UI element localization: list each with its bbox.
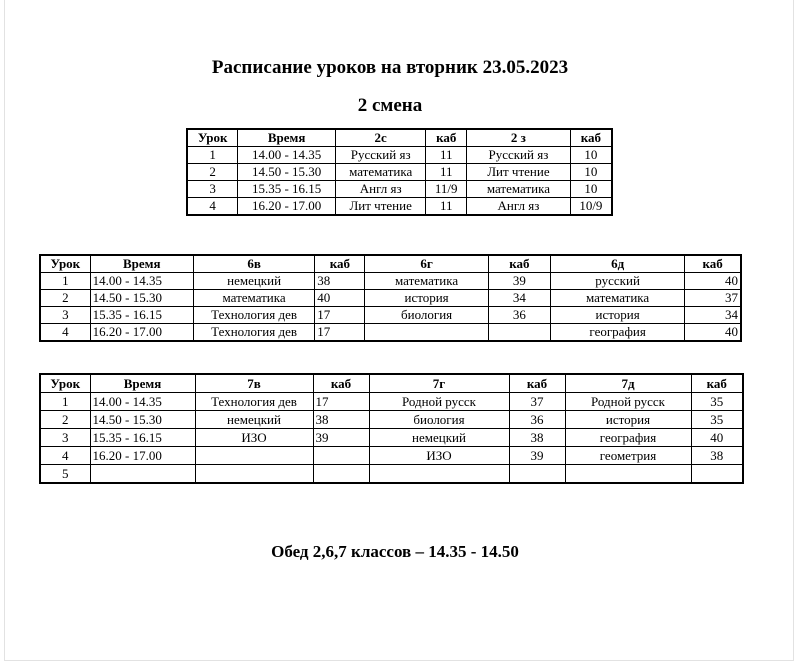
- header-cell: 6в: [193, 255, 314, 273]
- table-cell: 3: [40, 429, 90, 447]
- table-cell: Русский яз: [335, 147, 425, 164]
- table-cell: Технология дев: [193, 307, 314, 324]
- header-cell: каб: [313, 374, 369, 393]
- table-row: [40, 411, 743, 429]
- table-cell: 11: [426, 164, 467, 181]
- table-cell: 11/9: [426, 181, 467, 198]
- table-cell: 17: [315, 324, 365, 342]
- table-header-row: [187, 129, 612, 147]
- header-cell: каб: [509, 374, 565, 393]
- table-cell: 11: [426, 147, 467, 164]
- table-cell: 10: [570, 164, 612, 181]
- table-header-row: [40, 255, 741, 273]
- header-cell: 2с: [335, 129, 425, 147]
- header-cell: 7в: [195, 374, 313, 393]
- header-cell: 6д: [550, 255, 684, 273]
- table-cell: [365, 324, 488, 342]
- table-cell: 34: [488, 290, 550, 307]
- table-cell: география: [550, 324, 684, 342]
- header-cell: каб: [685, 255, 741, 273]
- table-cell: 35: [691, 393, 743, 411]
- table-row: [40, 307, 741, 324]
- header-cell: Урок: [40, 374, 90, 393]
- table-cell: немецкий: [195, 411, 313, 429]
- table-cell: 40: [685, 324, 741, 342]
- table-cell: 14.00 - 14.35: [238, 147, 336, 164]
- header-cell: каб: [488, 255, 550, 273]
- table-cell: геометрия: [565, 447, 691, 465]
- table-cell: ИЗО: [195, 429, 313, 447]
- table-cell: 10/9: [570, 198, 612, 216]
- table-cell: Русский яз: [467, 147, 571, 164]
- table-cell: математика: [550, 290, 684, 307]
- table-cell: математика: [335, 164, 425, 181]
- table-cell: Технология дев: [195, 393, 313, 411]
- header-cell: 7г: [369, 374, 509, 393]
- table-cell: история: [365, 290, 488, 307]
- table-row: [40, 447, 743, 465]
- table-cell: [195, 447, 313, 465]
- header-cell: каб: [570, 129, 612, 147]
- table-cell: 40: [685, 273, 741, 290]
- table-cell: 14.50 - 15.30: [90, 290, 193, 307]
- page-title: Расписание уроков на вторник 23.05.2023: [211, 57, 569, 78]
- table-cell: география: [565, 429, 691, 447]
- header-cell: Время: [238, 129, 336, 147]
- table-cell: ИЗО: [369, 447, 509, 465]
- table-cell: 4: [187, 198, 238, 216]
- header-cell: 2 з: [467, 129, 571, 147]
- table-cell: математика: [193, 290, 314, 307]
- table-cell: 38: [315, 273, 365, 290]
- table-cell: математика: [365, 273, 488, 290]
- table-cell: Технология дев: [193, 324, 314, 342]
- table-cell: 11: [426, 198, 467, 216]
- table-cell: русский: [550, 273, 684, 290]
- header-cell: Урок: [40, 255, 90, 273]
- table-cell: 1: [40, 273, 90, 290]
- table-row: [40, 273, 741, 290]
- table-cell: 17: [313, 393, 369, 411]
- header-cell: каб: [426, 129, 467, 147]
- table-row: [187, 164, 612, 181]
- table-row: [40, 290, 741, 307]
- table-cell: [509, 465, 565, 484]
- table-cell: [369, 465, 509, 484]
- table-row: [187, 147, 612, 164]
- table-cell: [313, 465, 369, 484]
- table-row: [40, 393, 743, 411]
- table-row: [40, 324, 741, 342]
- table-cell: 16.20 - 17.00: [238, 198, 336, 216]
- table-cell: 34: [685, 307, 741, 324]
- table-cell: [90, 465, 195, 484]
- table-cell: Англ яз: [467, 198, 571, 216]
- table-cell: 16.20 - 17.00: [90, 324, 193, 342]
- table-cell: 36: [488, 307, 550, 324]
- table-cell: 17: [315, 307, 365, 324]
- table-cell: 3: [187, 181, 238, 198]
- table-cell: 15.35 - 16.15: [90, 429, 195, 447]
- table-header-row: [40, 374, 743, 393]
- table-row: [187, 181, 612, 198]
- table-cell: 36: [509, 411, 565, 429]
- table-cell: 14.00 - 14.35: [90, 273, 193, 290]
- table-cell: 16.20 - 17.00: [90, 447, 195, 465]
- header-cell: 6г: [365, 255, 488, 273]
- table-cell: 4: [40, 324, 90, 342]
- table-cell: 15.35 - 16.15: [238, 181, 336, 198]
- table-cell: биология: [365, 307, 488, 324]
- table-cell: математика: [467, 181, 571, 198]
- table-cell: 37: [685, 290, 741, 307]
- table-row: [40, 465, 743, 484]
- table-cell: 10: [570, 181, 612, 198]
- table-cell: 2: [187, 164, 238, 181]
- table-cell: 38: [509, 429, 565, 447]
- table-cell: 38: [691, 447, 743, 465]
- table-cell: 14.00 - 14.35: [90, 393, 195, 411]
- table-cell: Лит чтение: [335, 198, 425, 216]
- header-cell: Время: [90, 374, 195, 393]
- header-cell: Урок: [187, 129, 238, 147]
- header-cell: каб: [691, 374, 743, 393]
- table-cell: [195, 465, 313, 484]
- table-cell: история: [565, 411, 691, 429]
- lunch-note: Обед 2,6,7 классов – 14.35 - 14.50: [271, 542, 519, 561]
- table-cell: 14.50 - 15.30: [90, 411, 195, 429]
- table-cell: Англ яз: [335, 181, 425, 198]
- table-cell: 38: [313, 411, 369, 429]
- table-cell: 2: [40, 290, 90, 307]
- table-cell: [565, 465, 691, 484]
- schedule-table-grade-7: [39, 373, 744, 484]
- header-cell: Время: [90, 255, 193, 273]
- table-cell: 10: [570, 147, 612, 164]
- table-cell: 39: [313, 429, 369, 447]
- table-cell: 15.35 - 16.15: [90, 307, 193, 324]
- schedule-table-grade-2: [186, 128, 613, 216]
- table-cell: немецкий: [369, 429, 509, 447]
- table-cell: [313, 447, 369, 465]
- table-cell: биология: [369, 411, 509, 429]
- header-cell: 7д: [565, 374, 691, 393]
- table-cell: 14.50 - 15.30: [238, 164, 336, 181]
- table-cell: 2: [40, 411, 90, 429]
- header-cell: каб: [315, 255, 365, 273]
- table-cell: Родной русск: [565, 393, 691, 411]
- table-row: [187, 198, 612, 216]
- table-cell: 35: [691, 411, 743, 429]
- table-cell: 5: [40, 465, 90, 484]
- table-cell: 39: [509, 447, 565, 465]
- table-cell: история: [550, 307, 684, 324]
- table-cell: [691, 465, 743, 484]
- table-cell: немецкий: [193, 273, 314, 290]
- table-cell: 40: [691, 429, 743, 447]
- table-cell: [488, 324, 550, 342]
- table-cell: 40: [315, 290, 365, 307]
- table-row: [40, 429, 743, 447]
- table-cell: 1: [187, 147, 238, 164]
- table-cell: Лит чтение: [467, 164, 571, 181]
- table-cell: 39: [488, 273, 550, 290]
- table-cell: 3: [40, 307, 90, 324]
- table-cell: 1: [40, 393, 90, 411]
- table-cell: 37: [509, 393, 565, 411]
- schedule-table-grade-6: [39, 254, 742, 342]
- shift-subtitle: 2 смена: [357, 95, 423, 116]
- table-cell: 4: [40, 447, 90, 465]
- table-cell: Родной русск: [369, 393, 509, 411]
